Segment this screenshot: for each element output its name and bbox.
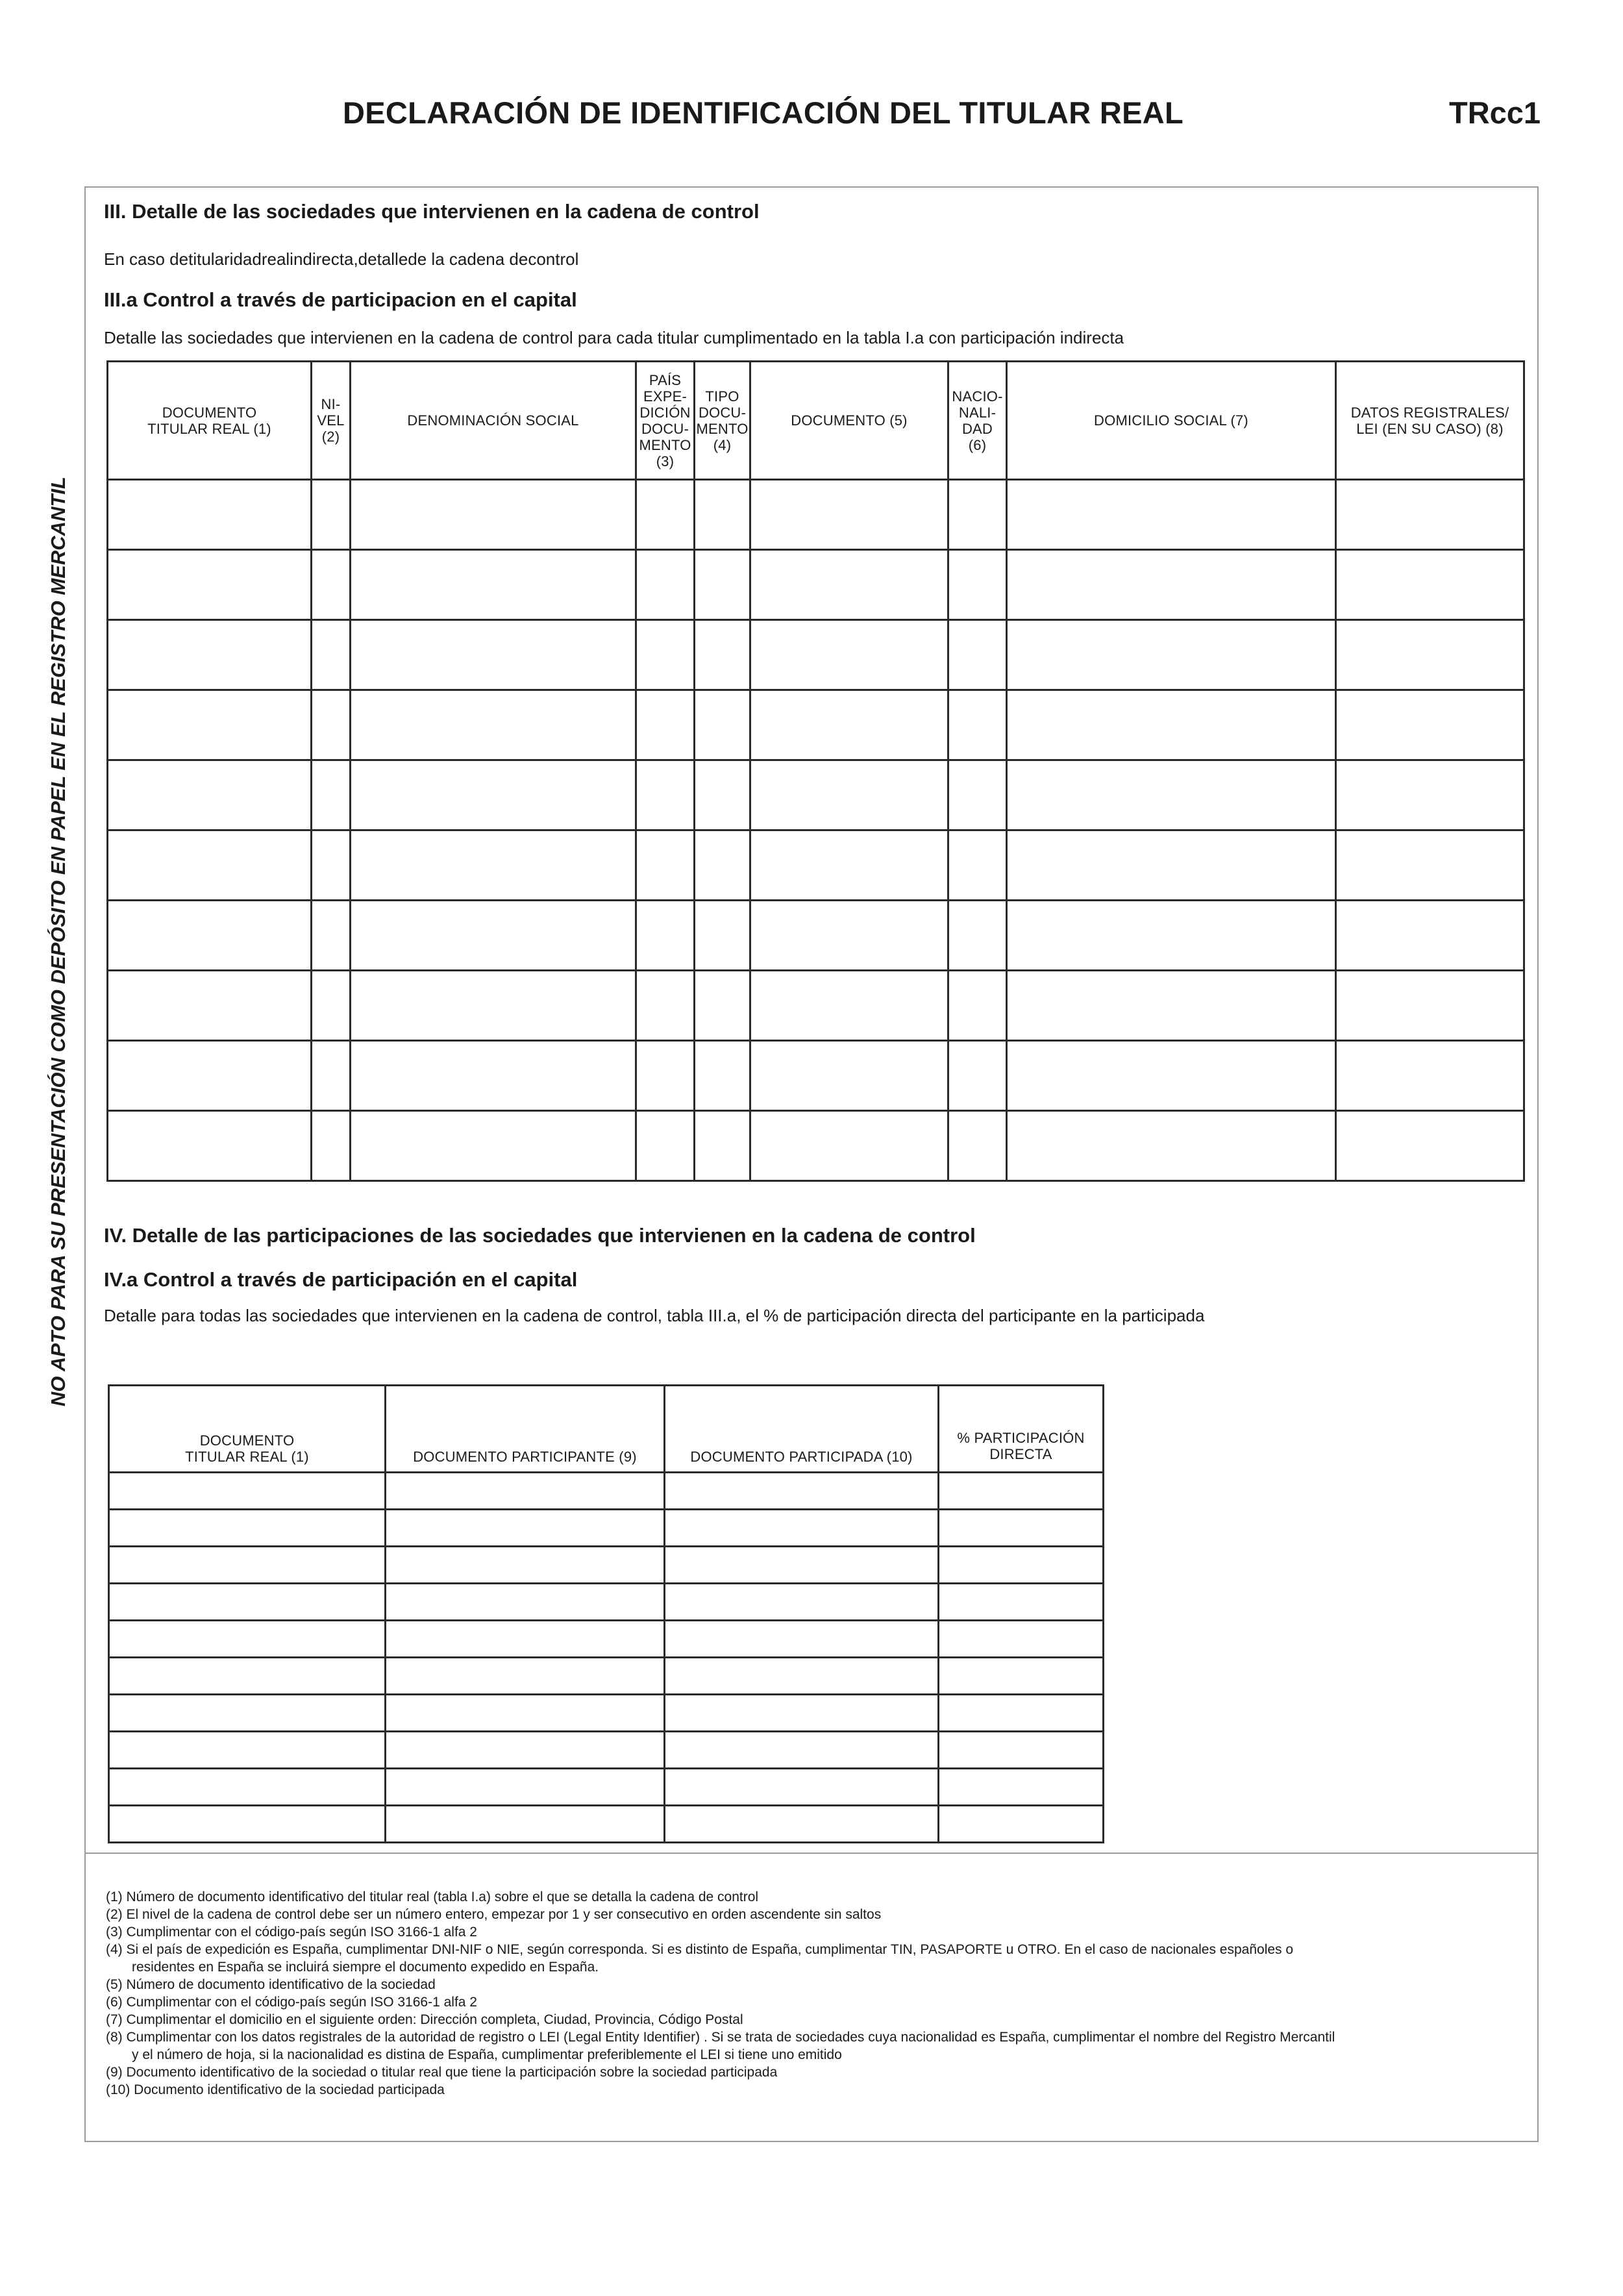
table-row — [109, 1621, 1104, 1658]
table-iii-a-cell[interactable] — [1007, 1041, 1336, 1111]
table-row — [109, 1769, 1104, 1806]
form-title: DECLARACIÓN DE IDENTIFICACIÓN DEL TITULAR REAL — [343, 95, 1183, 130]
table-iii-a-cell[interactable] — [1007, 550, 1336, 620]
table-iii-a-cell[interactable] — [108, 971, 312, 1041]
table-iv-a-cell[interactable] — [939, 1473, 1104, 1510]
footnote: (1) Número de documento identificativo del titular real (tabla I.a) sobre el que se detalla la cadena de control — [106, 1890, 759, 1904]
table-iii-a — [106, 360, 1525, 1182]
table-iii-a-cell[interactable] — [312, 901, 351, 971]
table-iii-a-cell[interactable] — [750, 480, 948, 550]
table-iii-a-cell[interactable] — [108, 620, 312, 690]
table-iii-a-cell[interactable] — [1007, 690, 1336, 760]
table-iii-a-col-header-5: TIPO DOCU- MENTO (4) — [695, 362, 750, 480]
table-iii-a-cell[interactable] — [750, 1041, 948, 1111]
table-iii-a-cell[interactable] — [351, 760, 636, 830]
table-iii-a-cell[interactable] — [948, 1111, 1007, 1181]
table-iv-a-cell[interactable] — [665, 1510, 939, 1547]
table-iv-a — [108, 1384, 1104, 1843]
table-iii-a-cell[interactable] — [312, 480, 351, 550]
table-row — [109, 1510, 1104, 1547]
table-row — [108, 620, 1524, 690]
table-iii-a-cell[interactable] — [695, 620, 750, 690]
table-iii-a-cell[interactable] — [695, 901, 750, 971]
table-row — [108, 550, 1524, 620]
section-iv-title: IV. Detalle de las participaciones de las sociedades que intervienen en la cadena de control — [104, 1224, 976, 1247]
table-iv-a-cell[interactable] — [939, 1695, 1104, 1732]
form-code: TRcc1 — [1449, 95, 1541, 130]
table-row — [108, 830, 1524, 901]
table-iii-a-cell[interactable] — [1007, 620, 1336, 690]
table-iii-a-cell[interactable] — [695, 1041, 750, 1111]
table-iii-a-col-header-8: DOMICILIO SOCIAL (7) — [1007, 362, 1336, 480]
table-iv-a-cell[interactable] — [109, 1584, 386, 1621]
table-iv-a-cell[interactable] — [939, 1621, 1104, 1658]
table-iii-a-cell[interactable] — [948, 690, 1007, 760]
table-iii-a-cell[interactable] — [750, 901, 948, 971]
table-iii-a-cell[interactable] — [351, 550, 636, 620]
table-iv-a-col-header-4: % PARTICIPACIÓN DIRECTA — [939, 1386, 1104, 1473]
table-iii-a-cell[interactable] — [1336, 1111, 1524, 1181]
table-iv-a-col-header-1: DOCUMENTO TITULAR REAL (1) — [109, 1386, 386, 1473]
table-iii-a-cell[interactable] — [312, 971, 351, 1041]
table-iii-a-cell[interactable] — [312, 1111, 351, 1181]
table-iv-a-cell[interactable] — [665, 1732, 939, 1769]
table-row — [108, 760, 1524, 830]
table-iv-a-cell[interactable] — [386, 1658, 665, 1695]
table-iii-a-cell[interactable] — [312, 760, 351, 830]
table-iii-a-cell[interactable] — [351, 620, 636, 690]
table-iv-a-cell[interactable] — [939, 1732, 1104, 1769]
table-iii-a-cell[interactable] — [1336, 830, 1524, 901]
footnote: (6) Cumplimentar con el código-país según ISO 3166-1 alfa 2 — [106, 1995, 477, 2010]
table-iii-a-cell[interactable] — [636, 901, 695, 971]
table-iii-a-cell[interactable] — [695, 550, 750, 620]
table-iv-a-cell[interactable] — [109, 1510, 386, 1547]
table-iii-a-col-header-4: PAÍS EXPE- DICIÓN DOCU- MENTO (3) — [636, 362, 695, 480]
table-iii-a-cell[interactable] — [351, 690, 636, 760]
table-row — [109, 1806, 1104, 1843]
table-iv-a-cell[interactable] — [386, 1473, 665, 1510]
table-iii-a-cell[interactable] — [948, 971, 1007, 1041]
table-iv-a-cell[interactable] — [109, 1658, 386, 1695]
table-iii-a-cell[interactable] — [948, 1041, 1007, 1111]
table-iii-a-col-header-7: NACIO- NALI- DAD (6) — [948, 362, 1007, 480]
table-iii-a-cell[interactable] — [1336, 550, 1524, 620]
table-iii-a-cell[interactable] — [1336, 690, 1524, 760]
footnote: (4) Si el país de expedición es España, cumplimentar DNI-NIF o NIE, según corresponda. Si es distinto de España, cumplimentar TIN, PASAPORTE u OTRO. En el caso de nacionales españoles o — [106, 1942, 1294, 1957]
table-iii-a-cell[interactable] — [636, 830, 695, 901]
table-iii-a-cell[interactable] — [948, 480, 1007, 550]
table-iii-a-cell[interactable] — [1336, 1041, 1524, 1111]
footnote: (8) Cumplimentar con los datos registrales de la autoridad de registro o LEI (Legal Entity Identifier) . Si se trata de sociedades cuya nacionalidad es España, cumplimentar el nombre del Registro Mercantil — [106, 2030, 1335, 2045]
table-iv-a-cell[interactable] — [386, 1732, 665, 1769]
footnotes-divider — [84, 1853, 1539, 1854]
table-iii-a-col-header-1: DOCUMENTO TITULAR REAL (1) — [108, 362, 312, 480]
table-iii-a-col-header-3: DENOMINACIÓN SOCIAL — [351, 362, 636, 480]
table-row — [108, 901, 1524, 971]
table-iii-a-cell[interactable] — [750, 690, 948, 760]
table-row — [109, 1695, 1104, 1732]
table-iii-a-cell[interactable] — [636, 1111, 695, 1181]
section-iv-a-title: IV.a Control a través de participación en el capital — [104, 1268, 578, 1291]
footnote: (3) Cumplimentar con el código-país según ISO 3166-1 alfa 2 — [106, 1925, 477, 1940]
table-iv-a-cell[interactable] — [386, 1806, 665, 1843]
table-iii-a-cell[interactable] — [1007, 830, 1336, 901]
table-iii-a-cell[interactable] — [351, 1111, 636, 1181]
table-iv-a-cell[interactable] — [386, 1695, 665, 1732]
table-iii-a-cell[interactable] — [636, 1041, 695, 1111]
table-iii-a-col-header-6: DOCUMENTO (5) — [750, 362, 948, 480]
table-iii-a-cell[interactable] — [312, 1041, 351, 1111]
table-row — [109, 1547, 1104, 1584]
table-iii-a-cell[interactable] — [1007, 971, 1336, 1041]
table-iii-a-cell[interactable] — [312, 830, 351, 901]
table-iii-a-cell[interactable] — [108, 480, 312, 550]
table-iii-a-cell[interactable] — [948, 760, 1007, 830]
table-iii-a-cell[interactable] — [1336, 480, 1524, 550]
table-iii-a-cell[interactable] — [636, 690, 695, 760]
table-iii-a-cell[interactable] — [948, 550, 1007, 620]
table-iv-a-cell[interactable] — [665, 1584, 939, 1621]
table-iv-a-cell[interactable] — [939, 1547, 1104, 1584]
section-iii-a-title: III.a Control a través de participacion en el capital — [104, 288, 577, 311]
table-iv-a-cell[interactable] — [665, 1769, 939, 1806]
table-iii-a-cell[interactable] — [351, 1041, 636, 1111]
table-iii-a-cell[interactable] — [636, 971, 695, 1041]
table-row — [108, 971, 1524, 1041]
table-row — [109, 1658, 1104, 1695]
table-iii-a-cell[interactable] — [108, 1041, 312, 1111]
table-iv-a-cell[interactable] — [109, 1769, 386, 1806]
table-iii-a-cell[interactable] — [108, 760, 312, 830]
table-iii-a-cell[interactable] — [636, 760, 695, 830]
table-row — [109, 1732, 1104, 1769]
table-iii-a-cell[interactable] — [108, 550, 312, 620]
table-row — [109, 1584, 1104, 1621]
table-iii-a-cell[interactable] — [1336, 901, 1524, 971]
table-iv-a-cell[interactable] — [109, 1547, 386, 1584]
table-iii-a-cell[interactable] — [351, 971, 636, 1041]
table-iii-a-cell[interactable] — [1007, 760, 1336, 830]
table-iii-a-cell[interactable] — [750, 971, 948, 1041]
table-iii-a-cell[interactable] — [750, 760, 948, 830]
table-iv-a-header — [109, 1386, 1104, 1473]
table-iii-a-cell[interactable] — [750, 830, 948, 901]
table-iii-a-cell[interactable] — [695, 830, 750, 901]
section-iii-a-text: Detalle las sociedades que intervienen en la cadena de control para cada titular cumplimentado en la tabla I.a con participación indirecta — [104, 328, 1124, 347]
table-iii-a-cell[interactable] — [108, 1111, 312, 1181]
footnote: (5) Número de documento identificativo de la sociedad — [106, 1977, 436, 1992]
table-iv-a-cell[interactable] — [939, 1806, 1104, 1843]
table-iv-a-cell[interactable] — [665, 1658, 939, 1695]
table-iii-a-cell[interactable] — [351, 901, 636, 971]
footnote: y el número de hoja, si la nacionalidad es distina de España, cumplimentar preferiblemente el LEI si tiene uno emitido — [132, 2047, 842, 2062]
table-iii-a-cell[interactable] — [948, 830, 1007, 901]
footnote: residentes en España se incluirá siempre el documento expedido en España. — [132, 1960, 599, 1975]
footnote: (9) Documento identificativo de la sociedad o titular real que tiene la participación sobre la sociedad participada — [106, 2065, 778, 2080]
table-iv-a-cell[interactable] — [109, 1695, 386, 1732]
footnote: (10) Documento identificativo de la sociedad participada — [106, 2082, 445, 2097]
table-iii-a-cell[interactable] — [312, 620, 351, 690]
table-iv-a-cell[interactable] — [386, 1547, 665, 1584]
table-iv-a-cell[interactable] — [109, 1621, 386, 1658]
table-iii-a-col-header-2: NI- VEL (2) — [312, 362, 351, 480]
table-iii-a-cell[interactable] — [351, 830, 636, 901]
table-iii-a-cell[interactable] — [636, 480, 695, 550]
table-iv-a-cell[interactable] — [939, 1510, 1104, 1547]
table-iv-a-cell[interactable] — [665, 1547, 939, 1584]
table-iii-a-cell[interactable] — [1336, 620, 1524, 690]
table-iii-a-cell[interactable] — [312, 690, 351, 760]
table-iii-a-cell[interactable] — [1007, 1111, 1336, 1181]
table-iv-a-cell[interactable] — [109, 1473, 386, 1510]
section-iii-title: III. Detalle de las sociedades que intervienen en la cadena de control — [104, 200, 760, 223]
table-iii-a-cell[interactable] — [636, 550, 695, 620]
table-iv-a-cell[interactable] — [109, 1806, 386, 1843]
section-iv-a-text: Detalle para todas las sociedades que intervienen en la cadena de control, tabla III.a, el % de participación directa del participante en la participada — [104, 1306, 1205, 1325]
table-iv-a-cell[interactable] — [939, 1658, 1104, 1695]
table-iv-a-cell[interactable] — [665, 1621, 939, 1658]
table-iv-a-cell[interactable] — [665, 1806, 939, 1843]
section-iii-intro: En caso detitularidadrealindirecta,detallede la cadena decontrol — [104, 249, 579, 269]
table-iii-a-cell[interactable] — [695, 971, 750, 1041]
table-iii-a-cell[interactable] — [1336, 971, 1524, 1041]
table-iii-a-col-header-9: DATOS REGISTRALES/ LEI (EN SU CASO) (8) — [1336, 362, 1524, 480]
table-iii-a-header — [108, 362, 1524, 480]
table-iv-a-cell[interactable] — [386, 1769, 665, 1806]
table-iv-a-cell[interactable] — [939, 1584, 1104, 1621]
table-iii-a-cell[interactable] — [108, 830, 312, 901]
table-row — [108, 480, 1524, 550]
table-row — [108, 1041, 1524, 1111]
table-iv-a-cell[interactable] — [386, 1584, 665, 1621]
footnote: (7) Cumplimentar el domicilio en el siguiente orden: Dirección completa, Ciudad, Provincia, Código Postal — [106, 2012, 743, 2027]
table-row — [109, 1473, 1104, 1510]
vertical-disclaimer: NO APTO PARA SU PRESENTACIÓN COMO DEPÓSITO EN PAPEL EN EL REGISTRO MERCANTIL — [47, 477, 69, 1406]
table-iii-a-cell[interactable] — [695, 760, 750, 830]
table-iii-a-cell[interactable] — [695, 1111, 750, 1181]
table-iv-a-cell[interactable] — [939, 1769, 1104, 1806]
table-iii-a-cell[interactable] — [750, 620, 948, 690]
table-iii-a-cell[interactable] — [948, 620, 1007, 690]
table-row — [108, 690, 1524, 760]
table-iv-a-col-header-2: DOCUMENTO PARTICIPANTE (9) — [386, 1386, 665, 1473]
table-iv-a-cell[interactable] — [109, 1732, 386, 1769]
table-iv-a-cell[interactable] — [386, 1621, 665, 1658]
table-iii-a-cell[interactable] — [351, 480, 636, 550]
table-iii-a-cell[interactable] — [948, 901, 1007, 971]
table-iv-a-col-header-3: DOCUMENTO PARTICIPADA (10) — [665, 1386, 939, 1473]
footnote: (2) El nivel de la cadena de control debe ser un número entero, empezar por 1 y ser consecutivo en orden ascendente sin saltos — [106, 1907, 882, 1922]
table-iii-a-cell[interactable] — [636, 620, 695, 690]
table-iii-a-cell[interactable] — [750, 550, 948, 620]
table-iii-a-cell[interactable] — [750, 1111, 948, 1181]
table-iii-a-cell[interactable] — [695, 480, 750, 550]
table-iii-a-cell[interactable] — [108, 690, 312, 760]
table-iv-a-cell[interactable] — [665, 1473, 939, 1510]
table-iii-a-cell[interactable] — [108, 901, 312, 971]
table-iii-a-cell[interactable] — [1336, 760, 1524, 830]
table-iv-a-cell[interactable] — [386, 1510, 665, 1547]
table-row — [108, 1111, 1524, 1181]
table-iii-a-cell[interactable] — [1007, 901, 1336, 971]
table-iv-a-cell[interactable] — [665, 1695, 939, 1732]
footnotes — [106, 1888, 1335, 2099]
table-iii-a-cell[interactable] — [695, 690, 750, 760]
table-iii-a-cell[interactable] — [312, 550, 351, 620]
table-iii-a-cell[interactable] — [1007, 480, 1336, 550]
